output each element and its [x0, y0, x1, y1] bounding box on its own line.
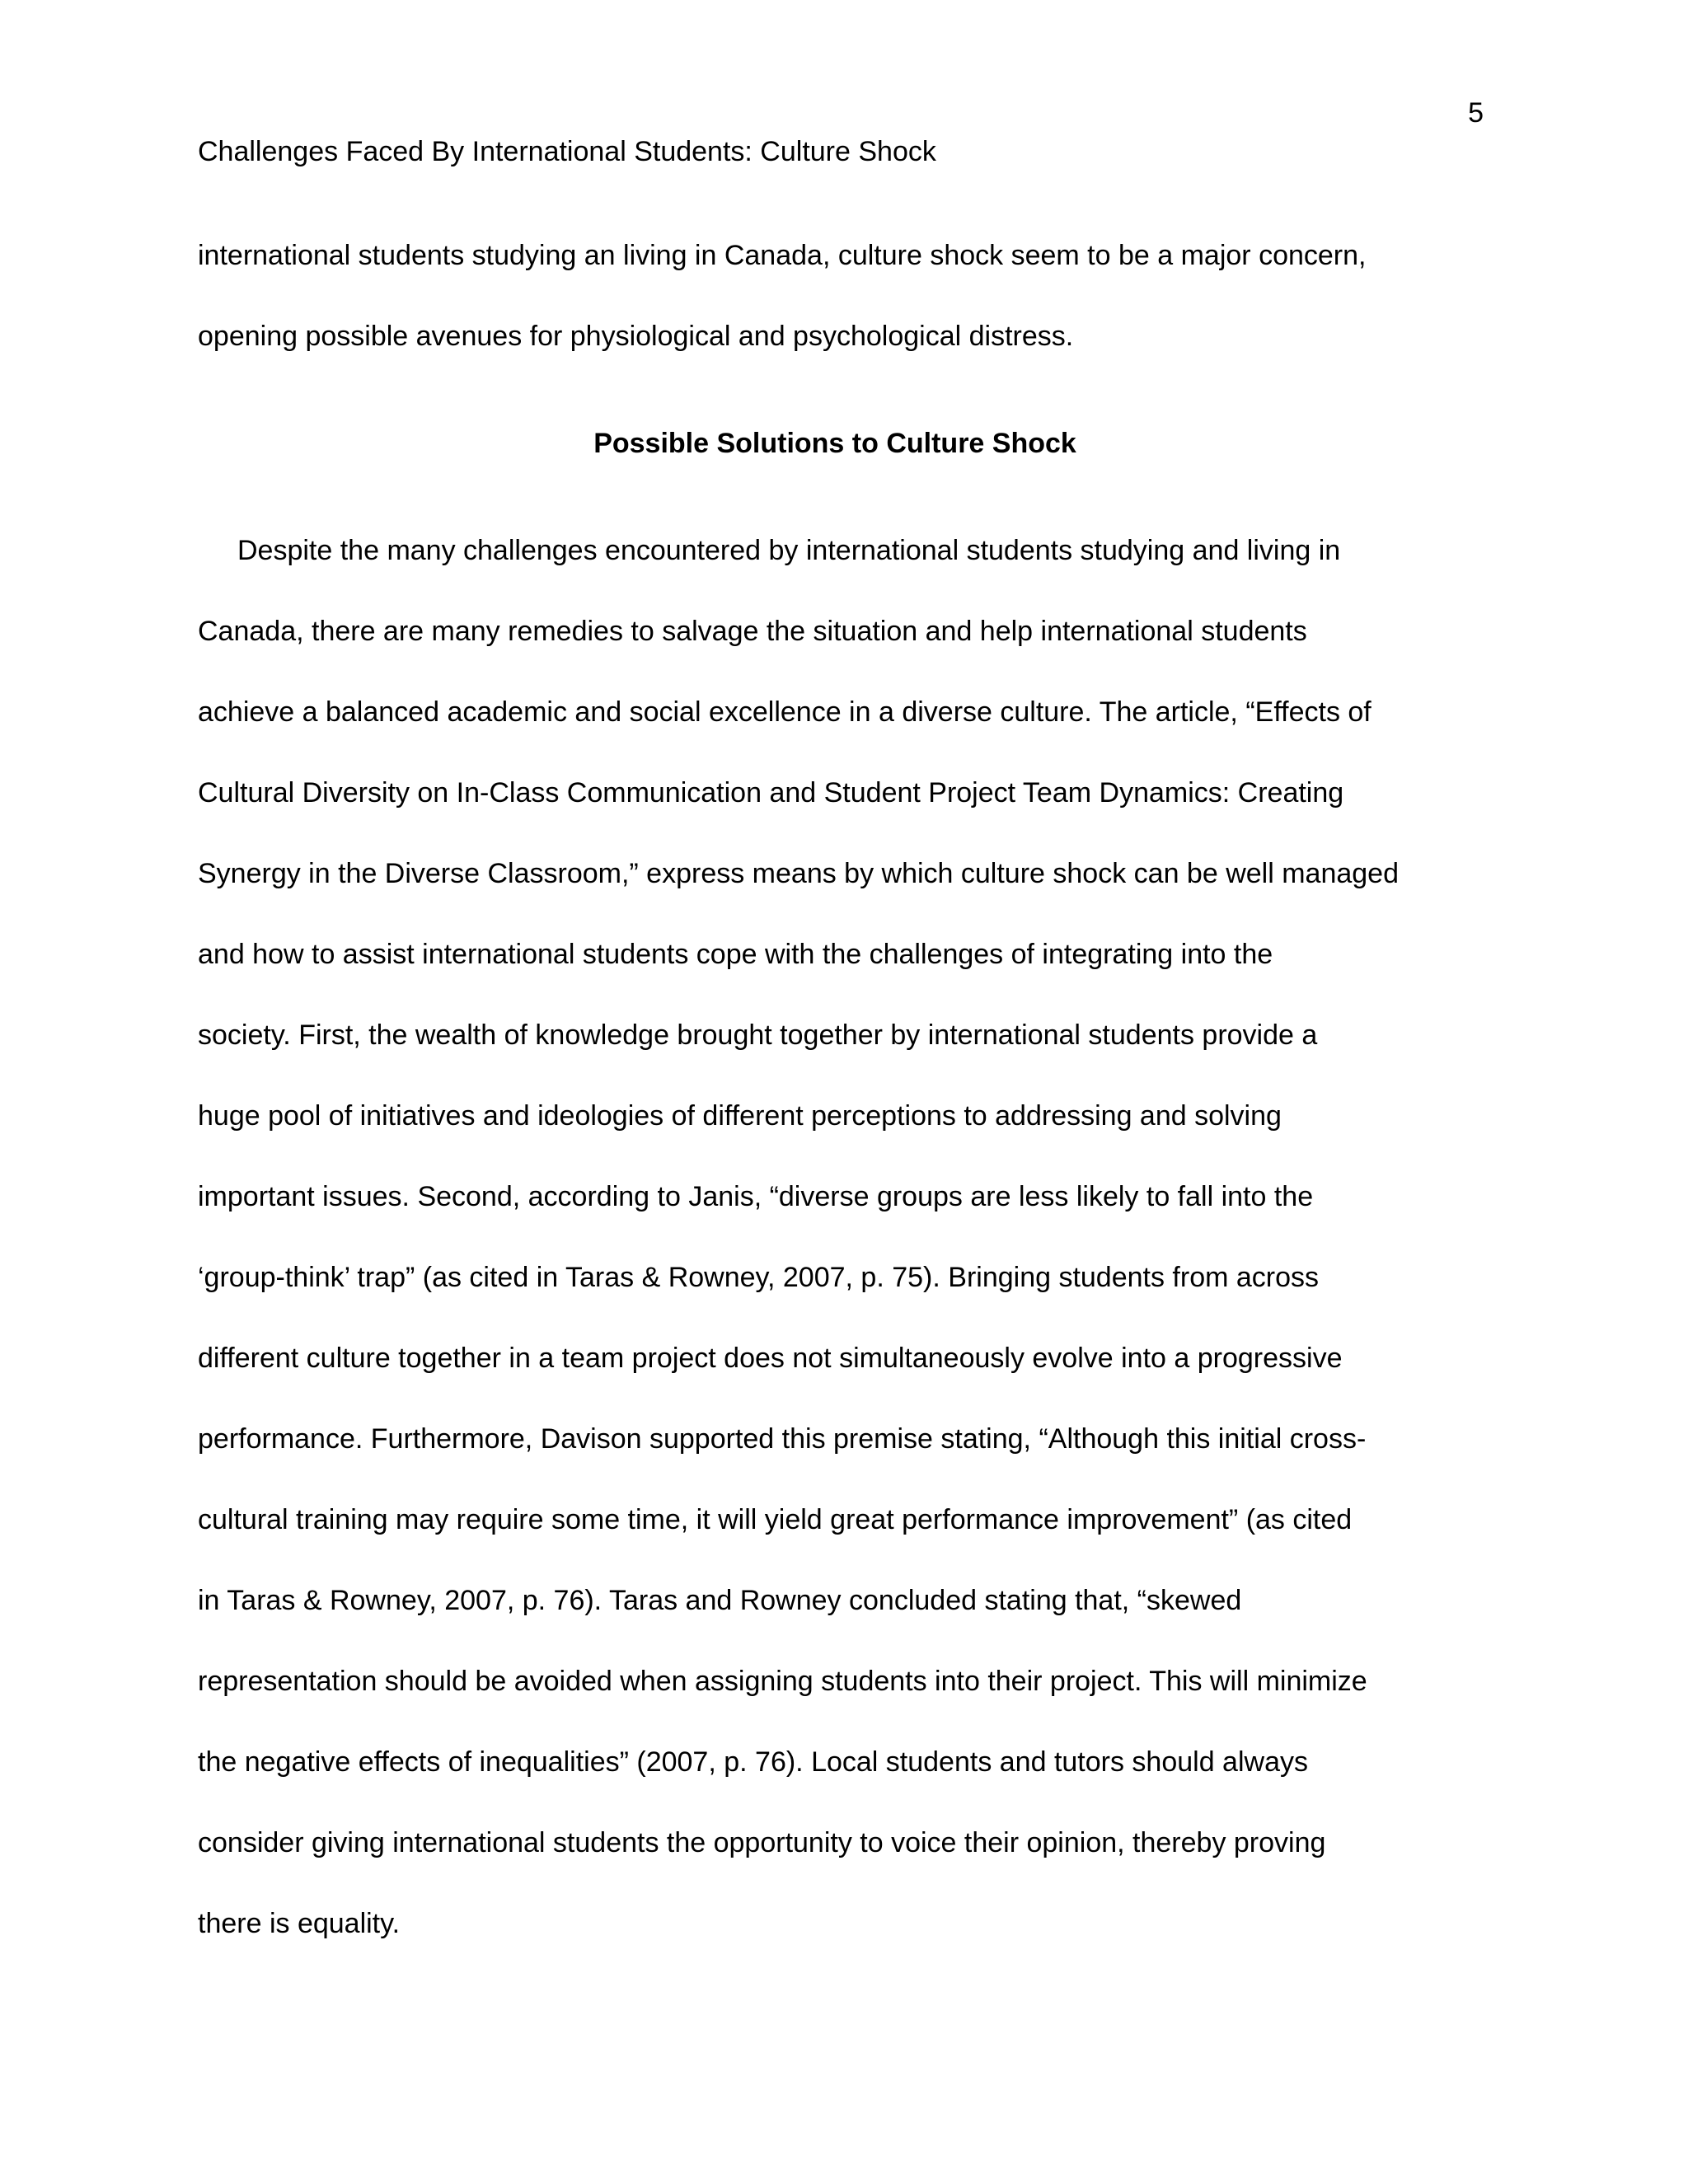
- paragraph-line: ‘group-think’ trap” (as cited in Taras & Rowney, 2007, p. 75). Bringing students from across: [198, 1262, 1320, 1293]
- paragraph-line: Cultural Diversity on In-Class Communication and Student Project Team Dynamics: Creating: [198, 777, 1344, 808]
- paragraph-line: cultural training may require some time, it will yield great performance improvement” (as cited: [198, 1504, 1353, 1535]
- body-line: international students studying an living in Canada, culture shock seem to be a major concern,: [198, 240, 1367, 271]
- paragraph-line: achieve a balanced academic and social excellence in a diverse culture. The article, “Effects of: [198, 696, 1372, 728]
- paragraph-line: Despite the many challenges encountered by international students studying and living in: [237, 535, 1341, 566]
- paragraph-line: there is equality.: [198, 1908, 401, 1939]
- paragraph-line: performance. Furthermore, Davison supported this premise stating, “Although this initial cross-: [198, 1423, 1367, 1455]
- paragraph-line: huge pool of initiatives and ideologies of different perceptions to addressing and solving: [198, 1100, 1282, 1132]
- paragraph-line: important issues. Second, according to Janis, “diverse groups are less likely to fall into the: [198, 1181, 1314, 1212]
- section-heading: Possible Solutions to Culture Shock: [593, 428, 1076, 459]
- paragraph-line: society. First, the wealth of knowledge brought together by international students provide a: [198, 1019, 1318, 1051]
- paragraph-line: and how to assist international students cope with the challenges of integrating into the: [198, 939, 1273, 970]
- page-number: 5: [1468, 97, 1484, 129]
- paragraph-line: Synergy in the Diverse Classroom,” express means by which culture shock can be well managed: [198, 858, 1399, 889]
- paragraph-line: the negative effects of inequalities” (2007, p. 76). Local students and tutors should always: [198, 1746, 1308, 1778]
- paragraph-line: consider giving international students the opportunity to voice their opinion, thereby proving: [198, 1827, 1326, 1858]
- paragraph-line: different culture together in a team project does not simultaneously evolve into a progressive: [198, 1343, 1343, 1374]
- running-head: Challenges Faced By International Students: Culture Shock: [198, 136, 936, 167]
- paragraph-line: representation should be avoided when assigning students into their project. This will minimize: [198, 1666, 1367, 1697]
- paragraph-line: in Taras & Rowney, 2007, p. 76). Taras and Rowney concluded stating that, “skewed: [198, 1585, 1242, 1616]
- body-line: opening possible avenues for physiological and psychological distress.: [198, 321, 1074, 352]
- paragraph-line: Canada, there are many remedies to salvage the situation and help international students: [198, 616, 1307, 647]
